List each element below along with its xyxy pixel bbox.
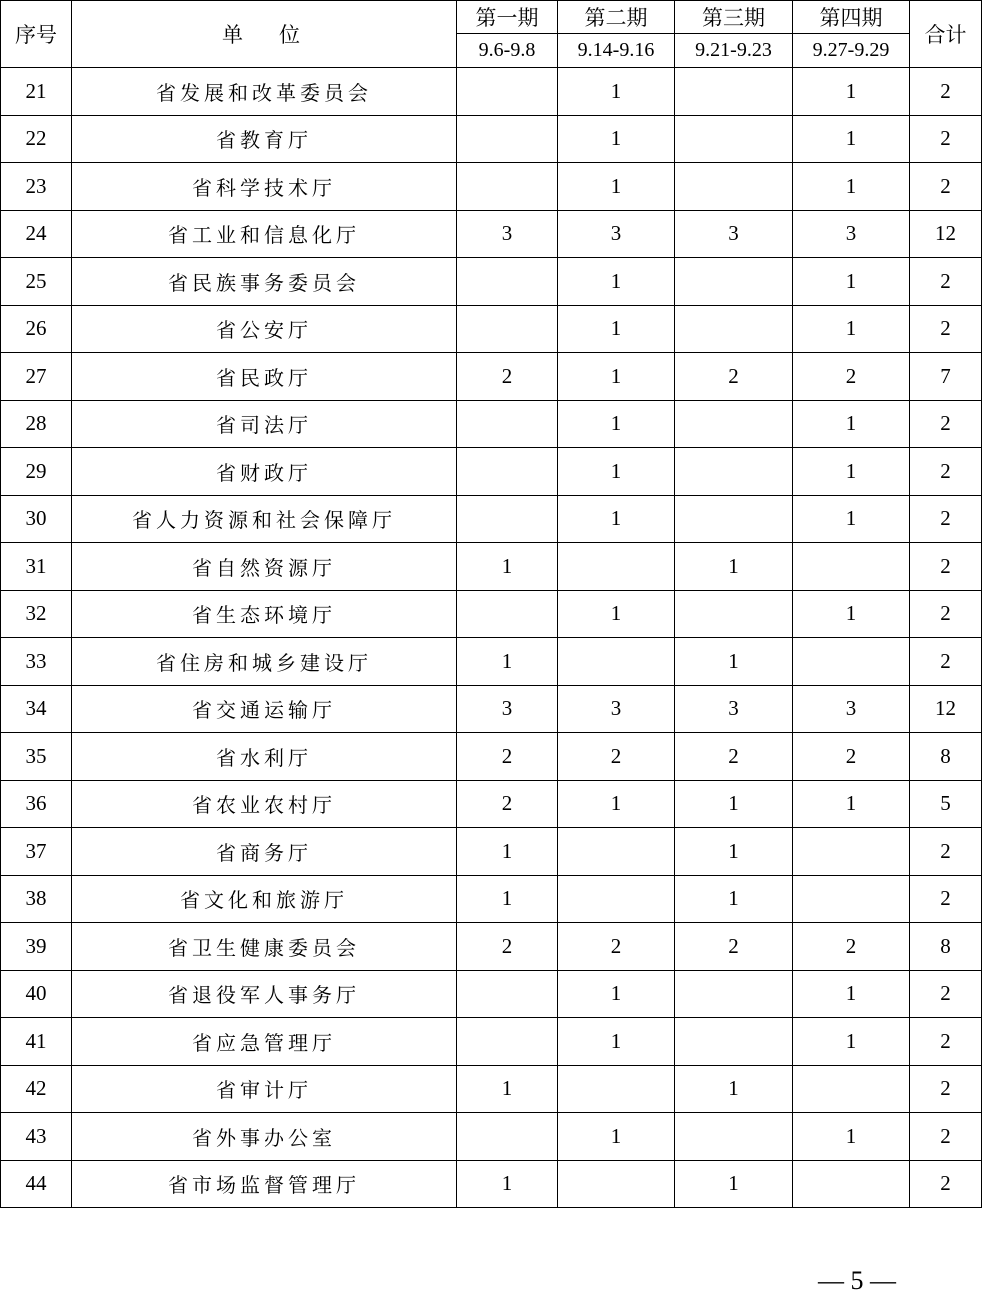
period-1-cell: 1 — [457, 828, 558, 876]
period-4-cell — [793, 638, 910, 686]
period-4-cell: 2 — [793, 923, 910, 971]
unit-cell: 省民政厅 — [72, 353, 457, 401]
period-1-cell — [457, 258, 558, 306]
unit-cell: 省生态环境厅 — [72, 590, 457, 638]
unit-cell: 省司法厅 — [72, 400, 457, 448]
total-cell: 2 — [910, 400, 982, 448]
seq-cell: 26 — [1, 305, 72, 353]
total-cell: 8 — [910, 923, 982, 971]
seq-cell: 37 — [1, 828, 72, 876]
seq-cell: 31 — [1, 543, 72, 591]
total-cell: 2 — [910, 875, 982, 923]
table-row — [1, 448, 982, 496]
total-cell: 2 — [910, 68, 982, 116]
unit-cell: 省退役军人事务厅 — [72, 970, 457, 1018]
unit-cell: 省人力资源和社会保障厅 — [72, 495, 457, 543]
unit-cell: 省自然资源厅 — [72, 543, 457, 591]
period-3-cell — [675, 115, 793, 163]
period-3-cell: 1 — [675, 828, 793, 876]
period-1-cell: 2 — [457, 353, 558, 401]
period-3-cell — [675, 1113, 793, 1161]
unit-header-label: 单位 — [222, 23, 336, 47]
period-1-cell — [457, 448, 558, 496]
period-1-cell: 1 — [457, 1160, 558, 1208]
table-row — [1, 543, 982, 591]
total-cell: 2 — [910, 1113, 982, 1161]
total-cell: 2 — [910, 828, 982, 876]
period-3-cell: 1 — [675, 638, 793, 686]
period-4-cell: 1 — [793, 258, 910, 306]
period-3-cell — [675, 495, 793, 543]
table-body — [1, 68, 982, 1208]
total-cell: 2 — [910, 115, 982, 163]
period-4-cell: 1 — [793, 1018, 910, 1066]
seq-cell: 44 — [1, 1160, 72, 1208]
period-3-cell — [675, 1018, 793, 1066]
period-1-cell: 2 — [457, 733, 558, 781]
period-3-cell: 1 — [675, 875, 793, 923]
table-row — [1, 970, 982, 1018]
period-1-cell: 3 — [457, 210, 558, 258]
total-cell: 2 — [910, 638, 982, 686]
table-row — [1, 68, 982, 116]
period-1-cell — [457, 68, 558, 116]
seq-cell: 42 — [1, 1065, 72, 1113]
unit-cell: 省商务厅 — [72, 828, 457, 876]
period-2-dates: 9.14-9.16 — [558, 34, 675, 68]
period-2-cell: 1 — [558, 353, 675, 401]
unit-cell: 省审计厅 — [72, 1065, 457, 1113]
total-cell: 2 — [910, 305, 982, 353]
page-number: — 5 — — [818, 1266, 896, 1295]
seq-cell: 38 — [1, 875, 72, 923]
table-row — [1, 828, 982, 876]
unit-cell: 省应急管理厅 — [72, 1018, 457, 1066]
period-2-cell: 1 — [558, 68, 675, 116]
period-3-cell: 1 — [675, 780, 793, 828]
unit-cell: 省财政厅 — [72, 448, 457, 496]
total-cell: 12 — [910, 685, 982, 733]
table-row — [1, 1018, 982, 1066]
period-3-cell — [675, 258, 793, 306]
period-2-cell: 1 — [558, 970, 675, 1018]
seq-cell: 22 — [1, 115, 72, 163]
period-4-cell — [793, 828, 910, 876]
seq-cell: 36 — [1, 780, 72, 828]
period-1-cell — [457, 970, 558, 1018]
period-2-cell: 3 — [558, 685, 675, 733]
period-2-cell: 3 — [558, 210, 675, 258]
total-cell: 2 — [910, 543, 982, 591]
table-row — [1, 495, 982, 543]
period-3-dates: 9.21-9.23 — [675, 34, 793, 68]
seq-cell: 27 — [1, 353, 72, 401]
unit-cell: 省民族事务委员会 — [72, 258, 457, 306]
seq-cell: 28 — [1, 400, 72, 448]
period-3-cell — [675, 400, 793, 448]
table-row — [1, 638, 982, 686]
period-2-cell — [558, 638, 675, 686]
unit-cell: 省农业农村厅 — [72, 780, 457, 828]
seq-cell: 25 — [1, 258, 72, 306]
period-4-cell — [793, 543, 910, 591]
period-4-cell: 2 — [793, 733, 910, 781]
period-1-cell: 2 — [457, 780, 558, 828]
unit-cell: 省文化和旅游厅 — [72, 875, 457, 923]
period-2-cell — [558, 1160, 675, 1208]
table-row — [1, 923, 982, 971]
seq-cell: 33 — [1, 638, 72, 686]
period-2-cell: 1 — [558, 305, 675, 353]
period-3-header: 第三期 — [675, 1, 793, 34]
period-1-cell — [457, 590, 558, 638]
period-2-cell: 2 — [558, 923, 675, 971]
total-cell: 12 — [910, 210, 982, 258]
period-2-cell: 2 — [558, 733, 675, 781]
total-header: 合计 — [910, 1, 982, 68]
period-1-cell — [457, 495, 558, 543]
period-4-cell: 1 — [793, 590, 910, 638]
seq-cell: 43 — [1, 1113, 72, 1161]
period-4-cell: 1 — [793, 970, 910, 1018]
period-3-cell: 3 — [675, 210, 793, 258]
period-2-header: 第二期 — [558, 1, 675, 34]
period-4-cell: 1 — [793, 400, 910, 448]
period-3-cell — [675, 448, 793, 496]
period-2-cell — [558, 828, 675, 876]
table-row — [1, 1065, 982, 1113]
table-row — [1, 875, 982, 923]
seq-cell: 39 — [1, 923, 72, 971]
table-row — [1, 163, 982, 211]
period-2-cell: 1 — [558, 590, 675, 638]
total-cell: 2 — [910, 590, 982, 638]
total-cell: 8 — [910, 733, 982, 781]
total-cell: 2 — [910, 163, 982, 211]
period-1-cell — [457, 163, 558, 211]
period-4-cell: 1 — [793, 68, 910, 116]
period-2-cell: 1 — [558, 258, 675, 306]
unit-cell: 省市场监督管理厅 — [72, 1160, 457, 1208]
period-4-header: 第四期 — [793, 1, 910, 34]
period-3-cell: 1 — [675, 1160, 793, 1208]
table-header — [1, 1, 982, 68]
period-1-cell: 1 — [457, 1065, 558, 1113]
period-4-cell: 3 — [793, 210, 910, 258]
period-1-cell: 3 — [457, 685, 558, 733]
table-row — [1, 210, 982, 258]
unit-header — [72, 1, 457, 68]
seq-cell: 41 — [1, 1018, 72, 1066]
period-1-dates: 9.6-9.8 — [457, 34, 558, 68]
total-cell: 2 — [910, 1160, 982, 1208]
period-3-cell: 3 — [675, 685, 793, 733]
period-2-cell: 1 — [558, 400, 675, 448]
seq-cell: 32 — [1, 590, 72, 638]
period-1-header: 第一期 — [457, 1, 558, 34]
period-1-cell: 1 — [457, 543, 558, 591]
period-3-cell — [675, 305, 793, 353]
period-4-cell: 1 — [793, 163, 910, 211]
table-row — [1, 780, 982, 828]
seq-cell: 23 — [1, 163, 72, 211]
period-4-cell: 1 — [793, 305, 910, 353]
period-3-cell: 1 — [675, 543, 793, 591]
table-row — [1, 1160, 982, 1208]
period-2-cell: 1 — [558, 115, 675, 163]
period-1-cell: 1 — [457, 638, 558, 686]
period-4-cell: 1 — [793, 115, 910, 163]
unit-cell: 省卫生健康委员会 — [72, 923, 457, 971]
table-row — [1, 305, 982, 353]
period-4-cell — [793, 875, 910, 923]
period-3-cell — [675, 68, 793, 116]
unit-cell: 省工业和信息化厅 — [72, 210, 457, 258]
period-4-cell — [793, 1065, 910, 1113]
seq-cell: 40 — [1, 970, 72, 1018]
seq-cell: 35 — [1, 733, 72, 781]
period-3-cell — [675, 163, 793, 211]
period-2-cell — [558, 875, 675, 923]
unit-cell: 省住房和城乡建设厅 — [72, 638, 457, 686]
period-3-cell — [675, 590, 793, 638]
period-2-cell — [558, 543, 675, 591]
total-cell: 2 — [910, 258, 982, 306]
period-1-cell — [457, 305, 558, 353]
total-cell: 2 — [910, 448, 982, 496]
seq-cell: 21 — [1, 68, 72, 116]
period-3-cell: 1 — [675, 1065, 793, 1113]
period-4-cell: 1 — [793, 780, 910, 828]
table-row — [1, 685, 982, 733]
total-cell: 2 — [910, 970, 982, 1018]
seq-cell: 24 — [1, 210, 72, 258]
period-3-cell — [675, 970, 793, 1018]
period-3-cell: 2 — [675, 733, 793, 781]
period-3-cell: 2 — [675, 923, 793, 971]
period-4-cell: 3 — [793, 685, 910, 733]
total-cell: 2 — [910, 1065, 982, 1113]
period-1-cell — [457, 1113, 558, 1161]
period-3-cell: 2 — [675, 353, 793, 401]
table-row — [1, 258, 982, 306]
period-2-cell: 1 — [558, 780, 675, 828]
table-row — [1, 353, 982, 401]
unit-cell: 省外事办公室 — [72, 1113, 457, 1161]
total-cell: 2 — [910, 1018, 982, 1066]
period-4-cell: 2 — [793, 353, 910, 401]
table-row — [1, 1113, 982, 1161]
period-2-cell: 1 — [558, 1018, 675, 1066]
period-4-cell: 1 — [793, 1113, 910, 1161]
unit-cell: 省发展和改革委员会 — [72, 68, 457, 116]
period-2-cell: 1 — [558, 163, 675, 211]
period-4-dates: 9.27-9.29 — [793, 34, 910, 68]
unit-cell: 省水利厅 — [72, 733, 457, 781]
period-2-cell: 1 — [558, 495, 675, 543]
table-row — [1, 590, 982, 638]
period-2-cell — [558, 1065, 675, 1113]
unit-cell: 省科学技术厅 — [72, 163, 457, 211]
period-4-cell — [793, 1160, 910, 1208]
period-2-cell: 1 — [558, 448, 675, 496]
period-1-cell — [457, 400, 558, 448]
total-cell: 7 — [910, 353, 982, 401]
table-row — [1, 733, 982, 781]
period-1-cell — [457, 1018, 558, 1066]
seq-cell: 29 — [1, 448, 72, 496]
unit-cell: 省公安厅 — [72, 305, 457, 353]
unit-cell: 省教育厅 — [72, 115, 457, 163]
period-1-cell: 1 — [457, 875, 558, 923]
seq-header: 序号 — [1, 1, 72, 68]
total-cell: 2 — [910, 495, 982, 543]
seq-cell: 34 — [1, 685, 72, 733]
period-2-cell: 1 — [558, 1113, 675, 1161]
table-row — [1, 115, 982, 163]
total-cell: 5 — [910, 780, 982, 828]
table-row — [1, 400, 982, 448]
period-1-cell: 2 — [457, 923, 558, 971]
period-4-cell: 1 — [793, 495, 910, 543]
unit-cell: 省交通运输厅 — [72, 685, 457, 733]
period-4-cell: 1 — [793, 448, 910, 496]
period-1-cell — [457, 115, 558, 163]
seq-cell: 30 — [1, 495, 72, 543]
